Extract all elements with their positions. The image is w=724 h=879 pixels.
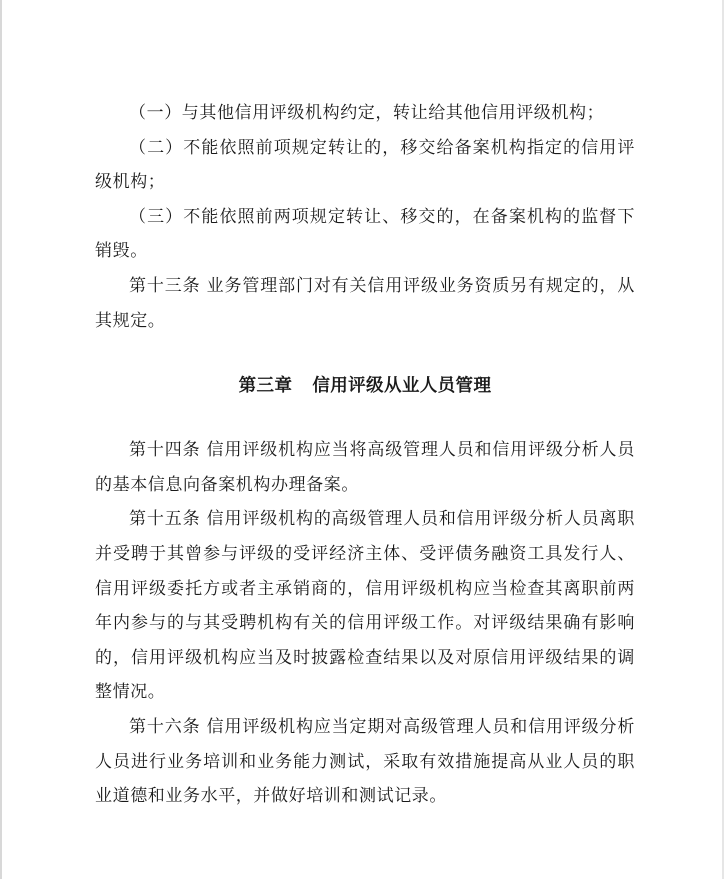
chapter-number: 第三章	[238, 376, 293, 397]
page-edge-left	[0, 0, 2, 879]
article-16: 第十六条 信用评级机构应当定期对高级管理人员和信用评级分析人员进行业务培训和业务能力测试，采取有效措施提高从业人员的职业道德和业务水平，并做好培训和测试记录。	[95, 716, 635, 807]
chapter-title: 信用评级从业人员管理	[312, 376, 492, 397]
article-13: 第十三条 业务管理部门对有关信用评级业务资质另有规定的，从其规定。	[95, 275, 635, 331]
article-14: 第十四条 信用评级机构应当将高级管理人员和信用评级分析人员的基本信息向备案机构办理备案。	[95, 440, 635, 495]
article-15: 第十五条 信用评级机构的高级管理人员和信用评级分析人员离职并受聘于其曾参与评级的受评经济主体、受评债务融资工具发行人、信用评级委托方或者主承销商的，信用评级机构应当检查其离职前两年内参与的与其受聘机构有关的信用评级工作。对评级结果确有影响的，信用评级机构应当及时披露检查结果以及对原信用评级结果的调整情况。	[95, 509, 635, 703]
document-body	[95, 96, 635, 814]
paragraph-item-2: （二）不能依照前项规定转让的，移交给备案机构指定的信用评级机构；	[95, 137, 635, 193]
paragraph-item-3: （三）不能依照前两项规定转让、移交的，在备案机构的监督下销毁。	[95, 206, 635, 262]
chapter-heading	[95, 338, 635, 433]
paragraph-item-1: （一）与其他信用评级机构约定，转让给其他信用评级机构；	[129, 103, 605, 123]
